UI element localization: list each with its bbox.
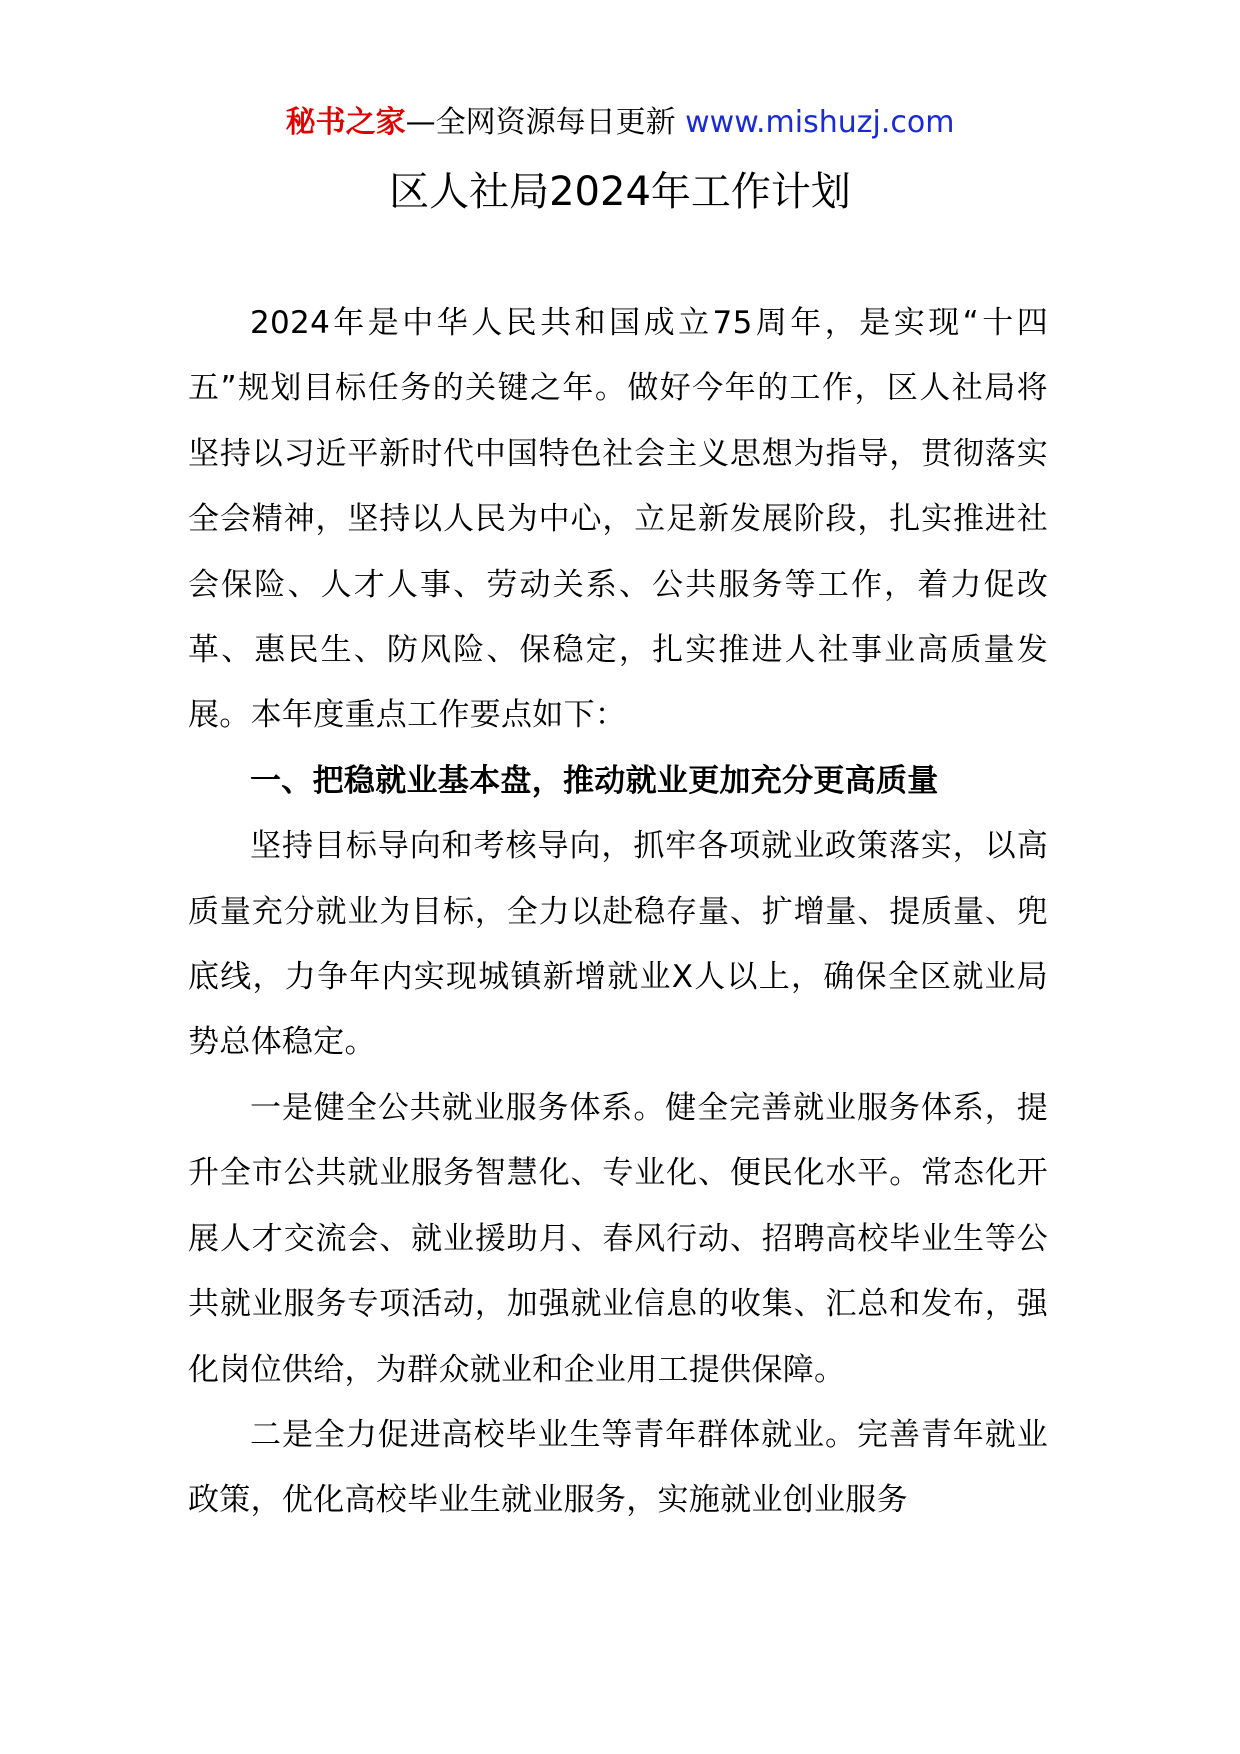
document-body — [188, 291, 1048, 1534]
site-url-link[interactable]: www.mishuzj.com — [685, 105, 955, 140]
item-paragraph-1: 一是健全公共就业服务体系。健全完善就业服务体系，提升全市公共就业服务智慧化、专业化、便民化水平。常态化开展人才交流会、就业援助月、春风行动、招聘高校毕业生等公共就业服务专项活动，加强就业信息的收集、汇总和发布，强化岗位供给，为群众就业和企业用工提供保障。 — [188, 1089, 1048, 1388]
intro-paragraph: 2024年是中华人民共和国成立75周年，是实现“十四五”规划目标任务的关键之年。做好今年的工作，区人社局将坚持以习近平新时代中国特色社会主义思想为指导，贯彻落实全会精神，坚持以人民为中心，立足新发展阶段，扎实推进社会保险、人才人事、劳动关系、公共服务等工作，着力促改革、惠民生、防风险、保稳定，扎实推进人社事业高质量发展。本年度重点工作要点如下： — [188, 305, 1048, 734]
section-heading: 一、把稳就业基本盘，推动就业更加充分更高质量 — [250, 762, 939, 799]
item-paragraph-2: 二是全力促进高校毕业生等青年群体就业。完善青年就业政策，优化高校毕业生就业服务，实施就业创业服务 — [188, 1416, 1048, 1519]
section-paragraph: 坚持目标导向和考核导向，抓牢各项就业政策落实，以高质量充分就业为目标，全力以赴稳存量、扩增量、提质量、兜底线，力争年内实现城镇新增就业X人以上，确保全区就业局势总体稳定。 — [188, 828, 1048, 1061]
site-header — [0, 100, 1240, 146]
document-title: 区人社局2024年工作计划 — [389, 169, 851, 215]
site-brand: 秘书之家 — [285, 105, 406, 140]
site-tagline: —全网资源每日更新 — [405, 105, 676, 140]
